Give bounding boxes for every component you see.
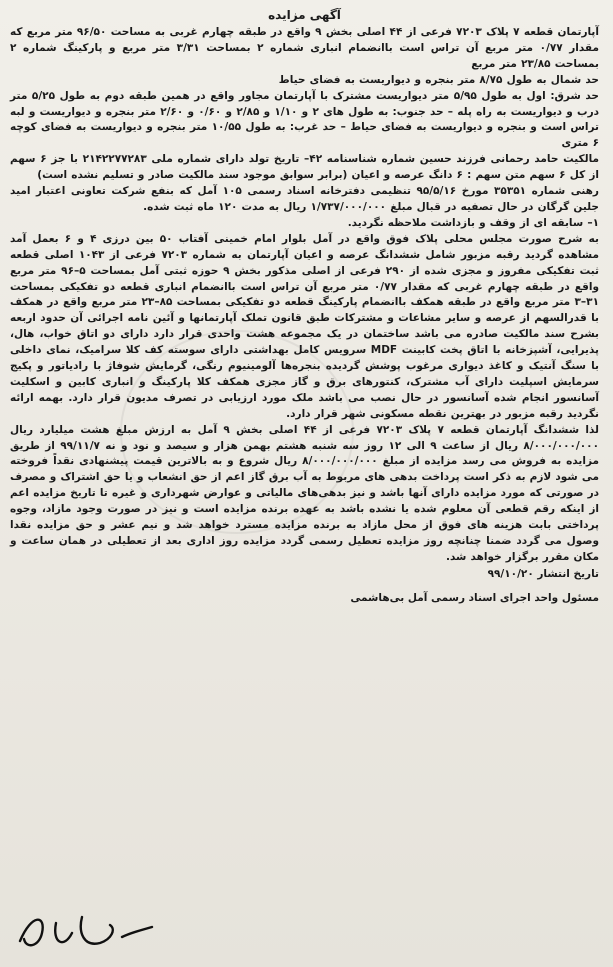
paragraph-north-boundary: حد شمال به طول ۸/۷۵ متر بنجره و دیواریست به فضای حیاط bbox=[278, 73, 599, 86]
notice-title: آگهی مزایده bbox=[268, 8, 341, 22]
paragraph-endowment-note: ۱– سابقه ای از وقف و بازداشت ملاحظه نگردید. bbox=[347, 216, 599, 229]
paragraph-property-description: آپارتمان قطعه ۷ پلاک ۷۲۰۳ فرعی از ۴۴ اصلی بخش ۹ واقع در طبقه چهارم غربی به مساحت ۹۶/۵۰ متر مربع که مقدار ۰/۷۷ متر مربع آن تراس است باانضمام انباری شماره ۲ بمساحت ۳/۳۱ متر مربع و پارکینگ شماره ۲ بمساحت ۲۳/۸۵ متر مربع bbox=[10, 26, 599, 70]
paragraph-mortgage: رهنی شماره ۳۵۳۵۱ مورخ ۹۵/۵/۱۶ تنظیمی دفترخانه اسناد رسمی ۱۰۵ آمل که بنفع شرکت تعاونی اعتبار امید جلین گرگان در حال تصفیه در قبال مبلغ ۱/۷۳۷/۰۰۰/۰۰۰ ریال به مدت ۱۲۰ ماه ثبت شده. bbox=[10, 185, 599, 213]
paragraph-ownership: مالکیت حامد رحمانی فرزند حسین شماره شناسنامه ۴۲– تاریخ تولد دارای شماره ملی ۲۱۴۲۲۷۷۲۸۳ با جز ۶ سهم از کل ۶ سهم متن سهم : ۶ دانگ عرصه و اعیان (برابر سوابق موجود سند مالکیت صادر و تسلیم نشده است) bbox=[10, 153, 600, 182]
publish-date: تاریخ انتشار ۹۹/۱۰/۲۰ bbox=[487, 567, 599, 580]
signature-line: مسئول واحد اجرای اسناد رسمی آمل بی‌هاشمی bbox=[350, 591, 599, 604]
paragraph-inspection-report: به شرح صورت مجلس محلی پلاک فوق واقع در آمل بلوار امام خمینی آفتاب ۵۰ بین درزی ۴ و ۶ بعمل آمد مشاهده گردید رقبه مزبور شامل ششدانگ عرصه و اعیان آپارتمان به شماره ۷۲۰۳ فرعی از ۱۰۴۳ اصلی قطعه ثبت تفکیکی مفروز و مجزی شده از ۲۹۰ فرعی از اصلی مذکور بخش ۹ حوزه ثبتی آمل بمساحت ۵–۹۶ متر مربع واقع در طبقه چهارم غربی که مقدار ۰/۷۷ متر مربع آن تراس است باانضمام انباری قطعه دو تفکیکی بمساحت ۳۱–۳ متر مربع واقع در طبقه همکف باانضمام پارکینگ قطعه دو تفکیکی بمساحت ۸۵–۲۳ متر مربع واقع در همکف با قدرالسهم از عرصه و سایر مشاعات و مشترکات طبق قانون تملک آپارتمانها و آئین نامه اجرائی آن حدود اربعه بشرح سند مالکیت صادره می باشد ساختمان در یک مجموعه هشت واحدی قرار دارد دارای دو اتاق خواب، هال، پذیرایی، آشپزخانه با اتاق پخت کابینت MDF سرویس کامل بهداشتی دارای سوسته کف کلا سرامیک، نمای داخلی با سنگ آنتیک و کاغذ دیواری مرغوب پوشش گردیده بنجره‌ها آلومینیوم رنگی، گرمایش شوفاژ با رادیاتور و پکیج سرمایش اسپلیت دارای آب مشترک، کنتورهای برق و گاز مجزی همکف کلا پارکینگ و انباری کابین و اسکلیت آسانسور انجام شده آسانسور در حال نصب می باشد ملک مورد ارزیابی در تصرف مدیون قرار دارد. بهمه ارائه نگردید رقبه مزبور در بهترین نقطه مسکونی شهر قرار دارد. bbox=[10, 232, 600, 420]
handwritten-signature bbox=[12, 903, 162, 961]
paragraph-boundaries: حد شرق: اول به طول ۵/۹۵ متر دیواریست مشترک با آپارتمان مجاور واقع در همین طبقه دوم به طول ۵/۲۵ متر درب و دیواریست به راه پله – حد جنوب: به طول های ۲ و ۱/۱۰ و ۲/۸۵ و ۰/۶۰ و ۲/۶۰ متر بنجره و دیواریست و لبه تراس است و بنجره و دیواریست به فضای حیاط – حد غرب: به طول ۱۰/۵۵ متر بنجره و دیواریست به فضای کوچه ۶ متری bbox=[10, 89, 600, 150]
paragraph-auction-terms: لذا ششدانگ آپارتمان قطعه ۷ پلاک ۷۲۰۳ فرعی از ۴۴ اصلی بخش ۹ آمل به ارزش مبلغ هشت میلیارد ریال ۸/۰۰۰/۰۰۰/۰۰۰ ریال از ساعت ۹ الی ۱۲ روز سه شنبه هشتم بهمن هزار و سیصد و نود و نه ۹۹/۱۱/۷ از طریق مزایده به فروش می رسد مزایده از مبلغ ۸/۰۰۰/۰۰۰/۰۰۰ ریال شروع و به بالاترین قیمت پیشنهادی نقداً فروخته می شود لازم به ذکر است پرداخت بدهی های مربوط به آب برق گاز اعم از حق انشعاب و یا حق اشتراک و مصرف در صورتی که مورد مزایده دارای آنها باشد و نیز بدهی‌های مالیاتی و عوارض شهرداری و غیره تا تاریخ مزایده اعم از اینکه رقم قطعی آن معلوم شده یا نشده باشد به عهده برنده مزایده است و نیز در صورت وجود مازاد، وجوه پرداختی بابت هزینه های فوق از محل مازاد به برنده مزایده مسترد خواهد شد و نیم عشر و حق مزایده نقدا وصول می گردد ضمنا چنانچه روز مزایده تعطیل رسمی گردد مزایده روز اداری بعد از تعطیلی در همان ساعت و مکان مقرر برگزار خواهد شد. bbox=[10, 423, 600, 563]
